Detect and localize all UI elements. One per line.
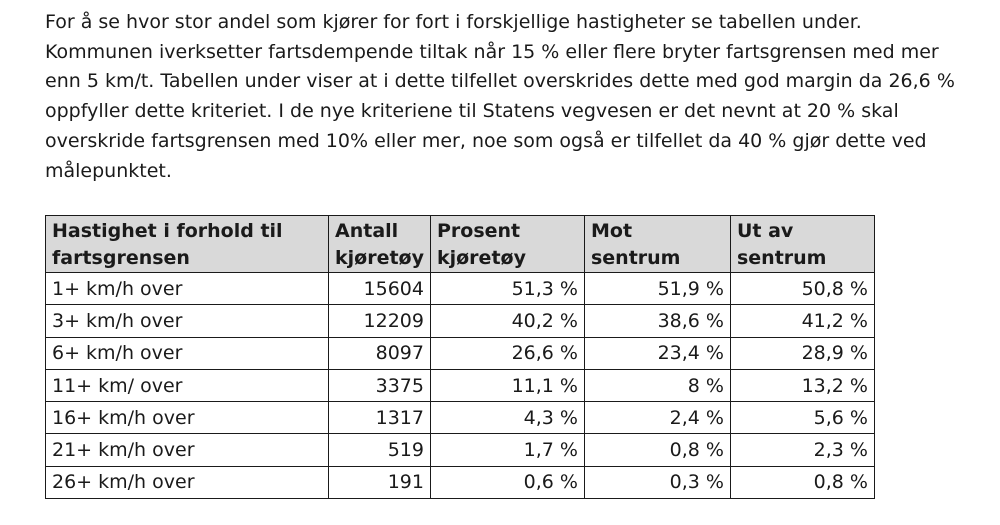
row-label: 21+ km/h over [46,434,329,466]
table-row [46,305,875,337]
speed-table [45,215,875,499]
header-mot-line1: Mot sentrum [590,220,681,269]
row-percent: 1,7 % [430,434,584,466]
row-label: 26+ km/h over [46,466,329,498]
table-row [46,434,875,466]
header-ut-av-sentrum [730,216,874,273]
row-percent: 40,2 % [430,305,584,337]
table-row [46,273,875,305]
table-body [46,273,875,499]
row-mot-sentrum: 2,4 % [584,402,730,434]
intro-paragraph [45,8,955,186]
row-percent: 26,6 % [430,337,584,369]
header-speed-line2: fartsgrensen [52,247,190,269]
row-count: 191 [329,466,431,498]
row-ut-av-sentrum: 13,2 % [730,369,874,401]
paragraph-line: enn 5 km/t. Tabellen under viser at i dette tilfellet overskrides dette med god margin da 26,6 % [45,70,955,93]
header-percent-line1: Prosent [436,220,521,242]
paragraph-line: målepunktet. [45,159,172,182]
header-speed-line1: Hastighet i forhold til [52,220,283,242]
header-count [329,216,431,273]
paragraph-line: For å se hvor stor andel som kjører for fort i forskjellige hastigheter se tabellen under. [45,11,862,33]
table-row [46,466,875,498]
header-count-line2: kjøretøy [335,247,424,269]
row-ut-av-sentrum: 50,8 % [730,273,874,305]
header-row [46,216,875,273]
header-mot-sentrum [584,216,730,273]
row-percent: 11,1 % [430,369,584,401]
row-mot-sentrum: 0,3 % [584,466,730,498]
table-row [46,337,875,369]
row-ut-av-sentrum: 5,6 % [730,402,874,434]
row-ut-av-sentrum: 41,2 % [730,305,874,337]
row-mot-sentrum: 0,8 % [584,434,730,466]
paragraph-line: Kommunen iverksetter fartsdempende tiltak når 15 % eller flere bryter fartsgrensen med mer [45,40,939,63]
table-header [46,216,875,273]
row-mot-sentrum: 51,9 % [584,273,730,305]
row-count: 3375 [329,369,431,401]
row-label: 11+ km/ over [46,369,329,401]
header-ut-line2: sentrum [736,247,827,269]
row-label: 6+ km/h over [46,337,329,369]
paragraph-line: overskride fartsgrensen med 10% eller mer, noe som også er tilfellet da 40 % gjør dette ved [45,129,927,152]
row-percent: 0,6 % [430,466,584,498]
header-speed [46,216,329,273]
row-mot-sentrum: 23,4 % [584,337,730,369]
row-count: 8097 [329,337,431,369]
row-ut-av-sentrum: 2,3 % [730,434,874,466]
row-count: 1317 [329,402,431,434]
table-row [46,369,875,401]
paragraph-line: oppfyller dette kriteriet. I de nye kriteriene til Statens vegvesen er det nevnt at 20 % skal [45,100,899,123]
row-count: 15604 [329,273,431,305]
row-count: 519 [329,434,431,466]
row-mot-sentrum: 8 % [584,369,730,401]
header-percent-line2: kjøretøy [436,247,526,269]
row-ut-av-sentrum: 0,8 % [730,466,874,498]
header-percent [430,216,584,273]
row-mot-sentrum: 38,6 % [584,305,730,337]
row-percent: 51,3 % [430,273,584,305]
row-count: 12209 [329,305,431,337]
row-label: 16+ km/h over [46,402,329,434]
row-percent: 4,3 % [430,402,584,434]
row-label: 1+ km/h over [46,273,329,305]
row-ut-av-sentrum: 28,9 % [730,337,874,369]
table-row [46,402,875,434]
header-count-line1: Antall [335,220,399,242]
row-label: 3+ km/h over [46,305,329,337]
header-ut-line1: Ut av [736,220,794,242]
